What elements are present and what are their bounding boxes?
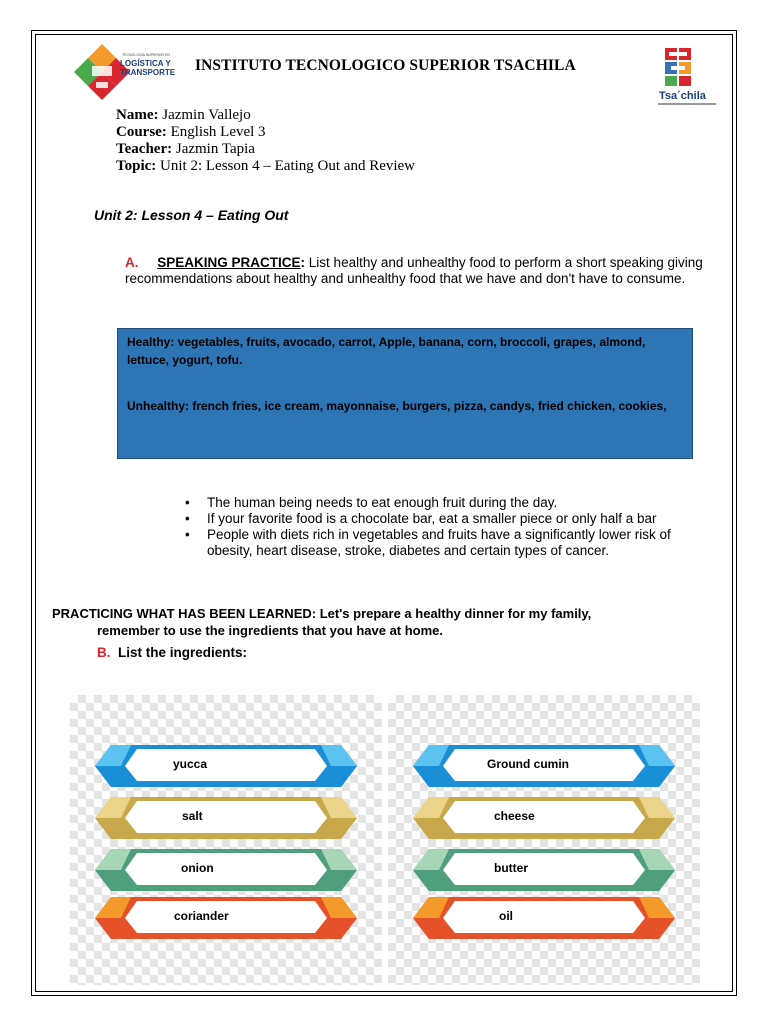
logo-line1: LOGÍSTICA Y bbox=[120, 59, 171, 68]
ingredients-panel-right bbox=[388, 695, 700, 985]
ingredient-label: salt bbox=[182, 809, 203, 823]
ingredient-label: butter bbox=[494, 861, 528, 875]
ingredient-label: cheese bbox=[494, 809, 535, 823]
practicing-instructions bbox=[52, 605, 732, 639]
healthy-list: Healthy: vegetables, fruits, avocado, carrot, Apple, banana, corn, broccoli, grapes, almond, lettuce, yogurt, tofu. bbox=[127, 335, 646, 367]
list-item: • If your favorite food is a chocolate bar, eat a smaller piece or only half a bar bbox=[183, 511, 713, 527]
logo-right-text: Tsa´chila bbox=[659, 90, 706, 102]
course-label: Course: bbox=[116, 124, 167, 140]
name-value: Jazmin Vallejo bbox=[158, 107, 251, 123]
name-label: Name: bbox=[116, 107, 159, 123]
ingredient-ribbon bbox=[413, 745, 675, 787]
ingredient-label: onion bbox=[181, 861, 214, 875]
section-b bbox=[97, 645, 247, 660]
unhealthy-list: Unhealthy: french fries, ice cream, mayonnaise, burgers, pizza, candys, fried chicken, cookies, bbox=[127, 399, 667, 413]
list-item: • People with diets rich in vegetables and fruits have a significantly lower risk of obesity, heart disease, stroke, diabetes and certain types of cancer. bbox=[183, 527, 713, 559]
section-a-heading: SPEAKING PRACTICE bbox=[157, 255, 301, 270]
section-a bbox=[125, 255, 705, 287]
teacher-label: Teacher: bbox=[116, 141, 173, 157]
unit-title: Unit 2: Lesson 4 – Eating Out bbox=[94, 207, 289, 223]
section-b-letter: B. bbox=[97, 645, 111, 660]
ingredient-label: coriander bbox=[174, 909, 229, 923]
topic-value: Unit 2: Lesson 4 – Eating Out and Review bbox=[156, 158, 416, 174]
topic-line bbox=[116, 158, 415, 175]
practicing-line1: PRACTICING WHAT HAS BEEN LEARNED: Let's prepare a healthy dinner for my family, bbox=[52, 606, 592, 621]
name-line bbox=[116, 107, 251, 124]
ingredient-ribbon bbox=[95, 745, 357, 787]
teacher-value: Jazmin Tapia bbox=[172, 141, 255, 157]
logo-line2: TRANSPORTE bbox=[120, 68, 176, 77]
tips-list bbox=[183, 495, 713, 559]
logistica-logo bbox=[70, 42, 200, 106]
ingredient-ribbon bbox=[413, 797, 675, 839]
topic-label: Topic: bbox=[116, 158, 157, 174]
ingredient-ribbon bbox=[95, 797, 357, 839]
ingredient-ribbon bbox=[413, 849, 675, 891]
section-b-text: List the ingredients: bbox=[118, 645, 248, 660]
ingredient-ribbon bbox=[413, 897, 675, 939]
section-a-colon: : bbox=[300, 255, 306, 270]
ingredient-ribbon bbox=[95, 849, 357, 891]
section-a-letter: A. bbox=[125, 255, 139, 270]
list-item: • The human being needs to eat enough fruit during the day. bbox=[183, 495, 713, 511]
ingredient-label: yucca bbox=[173, 757, 208, 771]
section-a-text: List healthy and unhealthy food to perform a short speaking giving recommendations about healthy and unhealthy food that we have and don't have to consume. bbox=[125, 255, 703, 286]
school-name: INSTITUTO TECNOLOGICO SUPERIOR TSACHILA bbox=[195, 57, 576, 74]
svg-text:TECNOLOGÍA SUPERIOR EN: TECNOLOGÍA SUPERIOR EN bbox=[122, 53, 170, 57]
course-line bbox=[116, 124, 266, 141]
ingredients-panel-left bbox=[70, 695, 382, 985]
teacher-line bbox=[116, 141, 255, 158]
ingredient-label: oil bbox=[499, 909, 513, 923]
answer-box[interactable] bbox=[117, 328, 693, 459]
ingredient-label: Ground cumin bbox=[487, 757, 569, 771]
ingredient-ribbon bbox=[95, 897, 357, 939]
practicing-line2: remember to use the ingredients that you have at home. bbox=[97, 623, 444, 638]
course-value: English Level 3 bbox=[166, 124, 266, 140]
tsachila-logo bbox=[640, 46, 722, 108]
